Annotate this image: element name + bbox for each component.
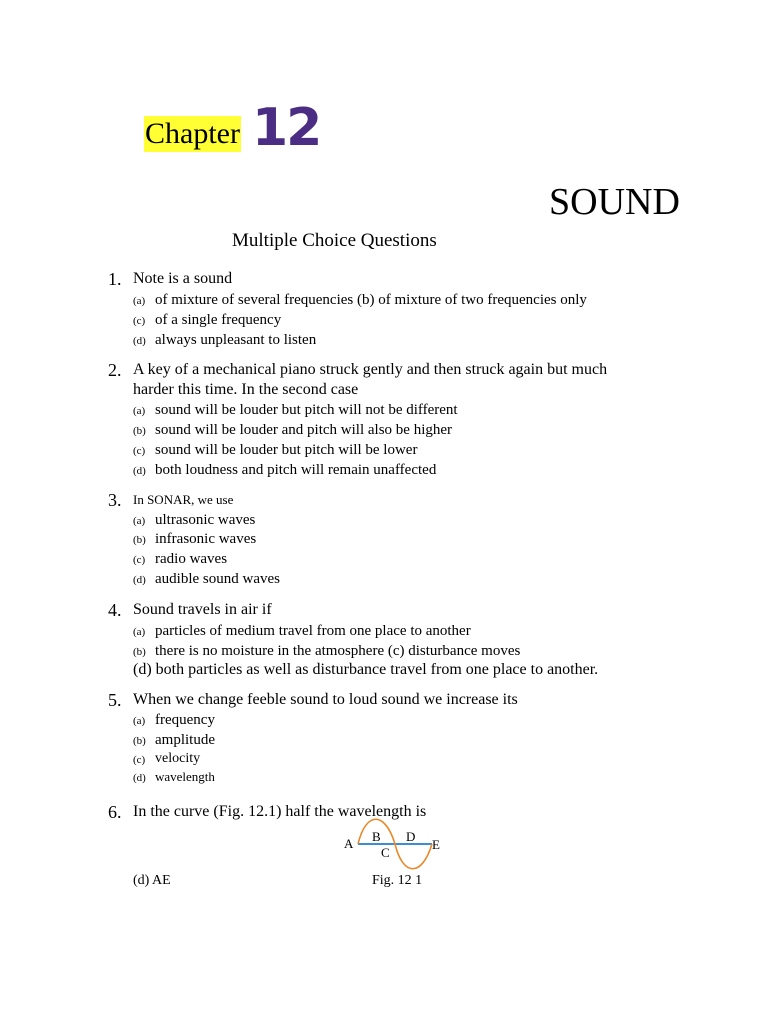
section-subtitle: Multiple Choice Questions [232,230,437,251]
option-letter: (b) [133,425,146,437]
option-letter: (b) [133,534,146,546]
option-letter: (d) [133,574,146,586]
chapter-number: 12 [252,98,321,158]
chapter-label: Chapter [145,117,240,150]
option-text: audible sound waves [155,571,280,587]
label-e: E [432,837,440,852]
question-number: 1. [108,269,122,289]
option-text: both loudness and pitch will remain unaffected [155,462,437,478]
label-b: B [372,829,381,844]
option-letter: (b) [133,735,146,747]
wave-figure [340,818,450,872]
option-text: (d) AE [133,873,171,888]
figure-caption: Fig. 12 1 [372,873,423,888]
label-a: A [344,836,354,851]
option-text: sound will be louder but pitch will not be different [155,402,458,418]
page-title: SOUND [549,181,680,223]
option-letter: (a) [133,295,146,307]
option-letter: (c) [133,754,146,766]
question-text: Note is a sound [133,270,233,287]
option-text: of a single frequency [155,312,282,328]
option-text: of mixture of several frequencies (b) of mixture of two frequencies only [155,292,587,308]
option-text: sound will be louder but pitch will be lower [155,442,418,458]
question-text: When we change feeble sound to loud sound we increase its [133,691,518,708]
option-text: infrasonic waves [155,531,257,547]
option-text: frequency [155,712,215,728]
question-number: 5. [108,690,122,710]
option-text: radio waves [155,551,228,567]
question-number: 3. [108,490,122,510]
option-letter: (a) [133,626,146,638]
option-letter: (b) [133,646,146,658]
question-number: 6. [108,802,122,822]
option-text: (d) both particles as well as disturbance travel from one place to another. [133,661,599,678]
option-text: ultrasonic waves [155,512,256,528]
question-number: 2. [108,360,122,380]
option-letter: (c) [133,554,146,566]
option-text: amplitude [155,732,215,748]
option-letter: (a) [133,515,146,527]
option-letter: (d) [133,772,146,784]
option-letter: (a) [133,405,146,417]
option-letter: (a) [133,715,146,727]
option-letter: (d) [133,465,146,477]
question-text: Sound travels in air if [133,601,272,618]
option-text: velocity [155,751,201,766]
question-number: 4. [108,600,122,620]
option-text: wavelength [155,769,215,784]
question-text: harder this time. In the second case [133,381,359,398]
label-d: D [406,829,416,844]
option-letter: (c) [133,315,146,327]
option-text: sound will be louder and pitch will also be higher [155,422,453,438]
label-c: C [381,845,390,860]
question-text: In the curve (Fig. 12.1) half the wavelength is [133,803,427,820]
question-text: A key of a mechanical piano struck gently and then struck again but much [133,361,608,378]
option-text: particles of medium travel from one place to another [155,623,471,639]
question-text: In SONAR, we use [133,492,234,507]
option-letter: (c) [133,445,146,457]
option-letter: (d) [133,335,146,347]
option-text: always unpleasant to listen [155,332,317,348]
option-text: there is no moisture in the atmosphere (c) disturbance moves [155,643,521,659]
